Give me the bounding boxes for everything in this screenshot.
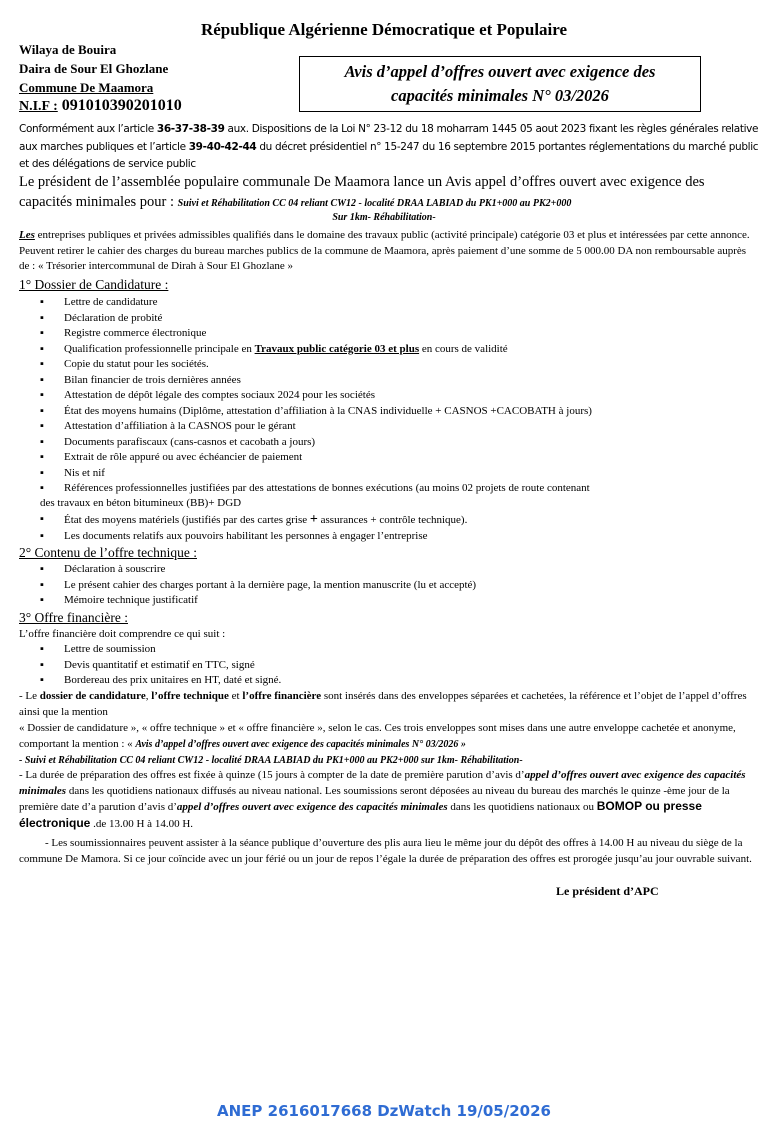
president-intro-text: Le président de l’assemblée populaire communale De Maamora lance un Avis appel d’offres ouvert avec exigence des capacités minimales pour : [19, 174, 705, 210]
section2-list [40, 562, 760, 609]
references-continuation: des travaux en béton bitumineux (BB)+ DGD [40, 497, 242, 509]
list-item: ▪ Bilan financier de trois dernières années [40, 373, 760, 389]
section3-title: 3° Offre financière : [19, 610, 128, 625]
conformity-articles-1: 36-37-38-39 [156, 123, 225, 135]
list-item: ▪ Copie du statut pour les sociétés. [40, 357, 760, 373]
nif [19, 97, 182, 115]
tender-title-line1: Avis d’appel d’offres ouvert avec exigence des [344, 62, 656, 81]
conformity-text-3: du décret présidentiel n° 15-247 du 16 septembre 2015 portantes réglementations du marché public et des délégations de service public [19, 140, 759, 170]
opening-paragraph: - Les soumissionnaires peuvent assister à la séance publique d’ouverture des plis aura lieu le même jour du dépôt des offres à 14.00 H au niveau du siège de la commune De Mamora. Si ce jour coïncide avec un jour férié ou un jour de repos l’égale la durée de préparation des offres est prorogée jusqu’au jour ouvrable suivant. [19, 837, 752, 865]
env-text-c: , [145, 690, 152, 702]
env-text-e: et [228, 690, 243, 702]
env-technique: l’offre technique [151, 690, 229, 702]
conformity-paragraph [19, 121, 759, 174]
list-item: ▪ Attestation d’affiliation à la CASNOS pour le gérant [40, 419, 760, 435]
qualif-bold: Travaux public catégorie 03 et plus [254, 342, 420, 355]
list-item: ▪ Références professionnelles justifiées par des attestations de bonnes exécutions (au moins 02 projets de route contenant [40, 481, 760, 497]
envelopes-paragraph-2 [19, 721, 759, 752]
section3-intro: L’offre financière doit comprendre ce qui suit : [19, 628, 226, 640]
project-subtitle: Sur 1km- Réhabilitation- [332, 212, 436, 223]
signature: Le président d’APC [556, 884, 659, 898]
section1-title: 1° Dossier de Candidature : [19, 277, 169, 292]
section3-list [40, 642, 760, 689]
list-item: ▪ Registre commerce électronique [40, 326, 760, 342]
env-text-2: « Dossier de candidature », « offre technique » et « offre financière », selon le cas. Ces trois enveloppes sont mises dans une autre enveloppe cachetée et anonyme, comportant la mention : « [19, 722, 736, 750]
eligibility-les: Les [19, 229, 35, 241]
list-item: ▪ Extrait de rôle appuré ou avec échéancier de paiement [40, 450, 760, 466]
env-financiere: l’offre financière [242, 690, 322, 702]
env-text-a: - Le [19, 690, 40, 702]
list-item: ▪ Mémoire technique justificatif [40, 593, 760, 609]
duration-c: dans les quotidiens nationaux diffusés au niveau national. Les soumissions seront déposées au niveau du bureau des marchés le quinze -ème jour de la première date d’a parution d’avis d’ [19, 784, 730, 813]
conformity-text-2: aux. Dispositions de la Loi N° 23-12 du 18 moharram 1445 05 aout 2023 fixant les règles générales relative aux marches publiques et l’article [19, 123, 759, 153]
nif-label: N.I.F : [19, 99, 58, 114]
project-title: Suivi et Réhabilitation CC 04 reliant CW12 - localité DRAA LABIAD du PK1+000 au PK2+000 [177, 198, 572, 209]
footer-reference: ANEP 2616017668 DzWatch 19/05/2026 [217, 1102, 551, 1120]
list-item: ▪ Le présent cahier des charges portant à la dernière page, la mention manuscrite (lu et accepté) [40, 578, 760, 594]
conformity-articles-2: 39-40-42-44 [188, 140, 257, 153]
materials-tail: assurances + contrôle technique). [317, 514, 468, 526]
envelopes-paragraph-1 [19, 689, 759, 720]
section1-list-2 [40, 512, 760, 544]
daira: Daira de Sour El Ghozlane [19, 61, 169, 76]
section2-title: 2° Contenu de l’offre technique : [19, 545, 197, 560]
qualif-text: Qualification professionnelle principale en [64, 342, 255, 355]
duration-bomop: BOMOP ou presse électronique [19, 799, 702, 830]
duration-a: - La durée de préparation des offres est fixée à quinze (15 jours à compter de la date de première parution d’avis d’ [19, 769, 525, 781]
list-item [40, 342, 760, 358]
list-item: ▪ Lettre de soumission [40, 642, 760, 658]
list-item: ▪ Lettre de candidature [40, 295, 760, 311]
conformity-text-1: Conformément aux l’article [19, 123, 157, 135]
wilaya: Wilaya de Bouira [19, 42, 117, 57]
list-item: ▪ Devis quantitatif et estimatif en TTC, signé [40, 658, 760, 674]
tender-title-box [299, 56, 701, 112]
duration-d: appel d’offres ouvert avec exigence des capacités minimales [176, 801, 448, 813]
env-text-g: sont insérés dans des enveloppes séparées et cachetées, la référence et l’objet de l’appel d’offres ainsi que la mention [19, 690, 747, 718]
env-mention: Avis d’appel d’offres ouvert avec exigence des capacités minimales N° 03/2026 » [135, 738, 466, 750]
eligibility-text: entreprises publiques et privées admissibles qualifiés dans le domaine des travaux public (activité principale) catégorie 03 et plus et intéressées par cette annonce. Peuvent retirer le cahier des charges du bureau marches publics de la commune de Maamora, après paiement d’une somme de 5 000.00 DA non remboursable auprès de : « Trésorier intercommunal de Dirah à Sour El Ghozlane » [19, 229, 750, 272]
section1-list [40, 295, 760, 497]
qualif-tail: en cours de validité [419, 342, 508, 355]
president-intro [19, 172, 759, 214]
list-item: ▪ Nis et nif [40, 466, 760, 482]
materials-text: État des moyens matériels (justifiés par des cartes grise [64, 514, 310, 526]
list-item [40, 512, 760, 529]
plus-sign: + [309, 512, 318, 527]
republic-title: République Algérienne Démocratique et Populaire [200, 20, 568, 39]
list-item: ▪ Documents parafiscaux (cans-casnos et cacobath a jours) [40, 435, 760, 451]
eligibility-paragraph [19, 228, 759, 275]
envelopes-project: - Suivi et Réhabilitation CC 04 reliant CW12 - localité DRAA LABIAD du PK1+000 au PK2+000 sur 1km- Réhabilitation- [19, 755, 523, 766]
duration-e: dans les quotidiens nationaux ou [447, 801, 597, 813]
list-item: ▪ Déclaration à souscrire [40, 562, 760, 578]
commune: Commune De Maamora [19, 80, 154, 95]
tender-title-line2: capacités minimales N° 03/2026 [391, 86, 609, 105]
duration-paragraph [19, 768, 759, 832]
duration-g: .de 13.00 H à 14.00 H. [90, 817, 194, 830]
nif-value: 091010390201010 [61, 97, 182, 114]
duration-b: appel d’offres ouvert avec exigence des capacités minimales [19, 769, 746, 797]
list-item: ▪ Déclaration de probité [40, 311, 760, 327]
env-dossier: dossier de candidature [39, 690, 146, 702]
list-item: ▪ Attestation de dépôt légale des comptes sociaux 2024 pour les sociétés [40, 388, 760, 404]
list-item: ▪ Bordereau des prix unitaires en HT, daté et signé. [40, 673, 760, 689]
list-item: ▪ Les documents relatifs aux pouvoirs habilitant les personnes à engager l’entreprise [40, 529, 760, 545]
list-item: ▪ État des moyens humains (Diplôme, attestation d’affiliation à la CNAS individuelle + CASNOS +CACOBATH à jours) [40, 404, 760, 420]
